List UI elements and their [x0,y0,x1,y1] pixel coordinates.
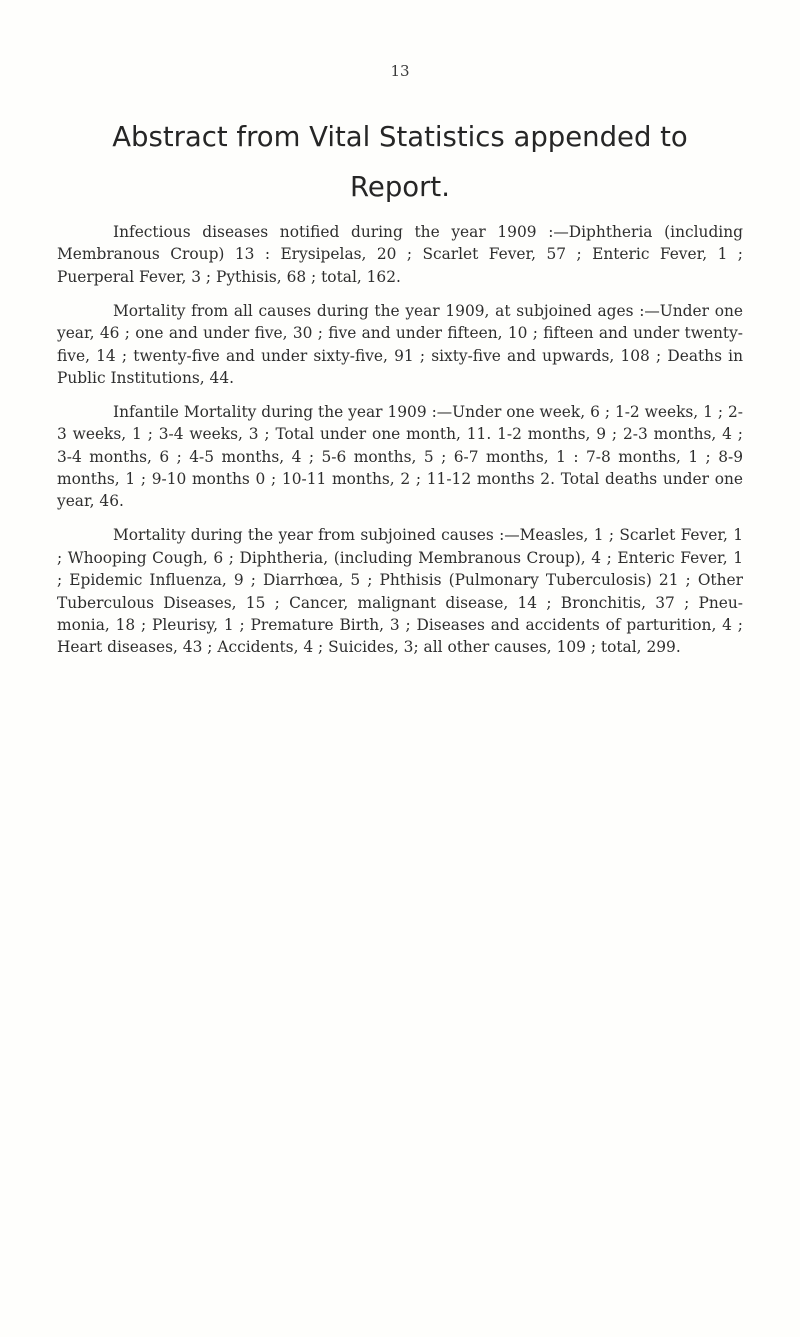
page-title: Abstract from Vital Statistics appended to Report. [112,121,688,203]
body-text [57,221,743,670]
page-number: 13 [390,62,410,80]
paragraph-mortality-by-age: Mortality from all causes during the year 1909, at subjoined ages :—Under one year, 46 ; one and under five, 30 ; five and under fifteen, 10 ; fifteen and under twenty-five, 14 ; twenty-five and under sixty-five, 91 ; sixty-five and upwards, 108 ; Deaths in Public Institutions, 44. [57,301,743,387]
paragraph-infectious-diseases: Infectious diseases notified during the year 1909 :—Diphtheria (including Membranous Croup) 13 : Erysipelas, 20 ; Scarlet Fever, 57 ; Enteric Fever, 1 ; Puerperal Fever, 3 ; Pythisis, 68 ; total, 162. [57,223,743,286]
paragraph-mortality-by-cause: Mortality during the year from subjoined causes :—Measles, 1 ; Scarlet Fever, 1 ; Whooping Cough, 6 ; Diphtheria, (including Membranous Croup), 4 ; Enteric Fever, 1 ; Epidemic Influenza, 9 ; Diarrhœa, 5 ; Phthisis (Pulmonary Tuberculosis) 21 ; Other Tuberculous Diseases, 15 ; Cancer, malignant disease, 14 ; Bronchitis, 37 ; Pneu-monia, 18 ; Pleurisy, 1 ; Premature Birth, 3 ; Diseases and accidents of parturition, 4 ; Heart diseases, 43 ; Accidents, 4 ; Suicides, 3; all other causes, 109 ; total, 299. [57,526,743,657]
paragraph-infantile-mortality: Infantile Mortality during the year 1909 :—Under one week, 6 ; 1-2 weeks, 1 ; 2-3 weeks, 1 ; 3-4 weeks, 3 ; Total under one month, 11. 1-2 months, 9 ; 2-3 months, 4 ; 3-4 months, 6 ; 4-5 months, 4 ; 5-6 months, 5 ; 6-7 months, 1 : 7-8 months, 1 ; 8-9 months, 1 ; 9-10 months 0 ; 10-11 months, 2 ; 11-12 months 2. Total deaths under one year, 46. [57,402,743,511]
